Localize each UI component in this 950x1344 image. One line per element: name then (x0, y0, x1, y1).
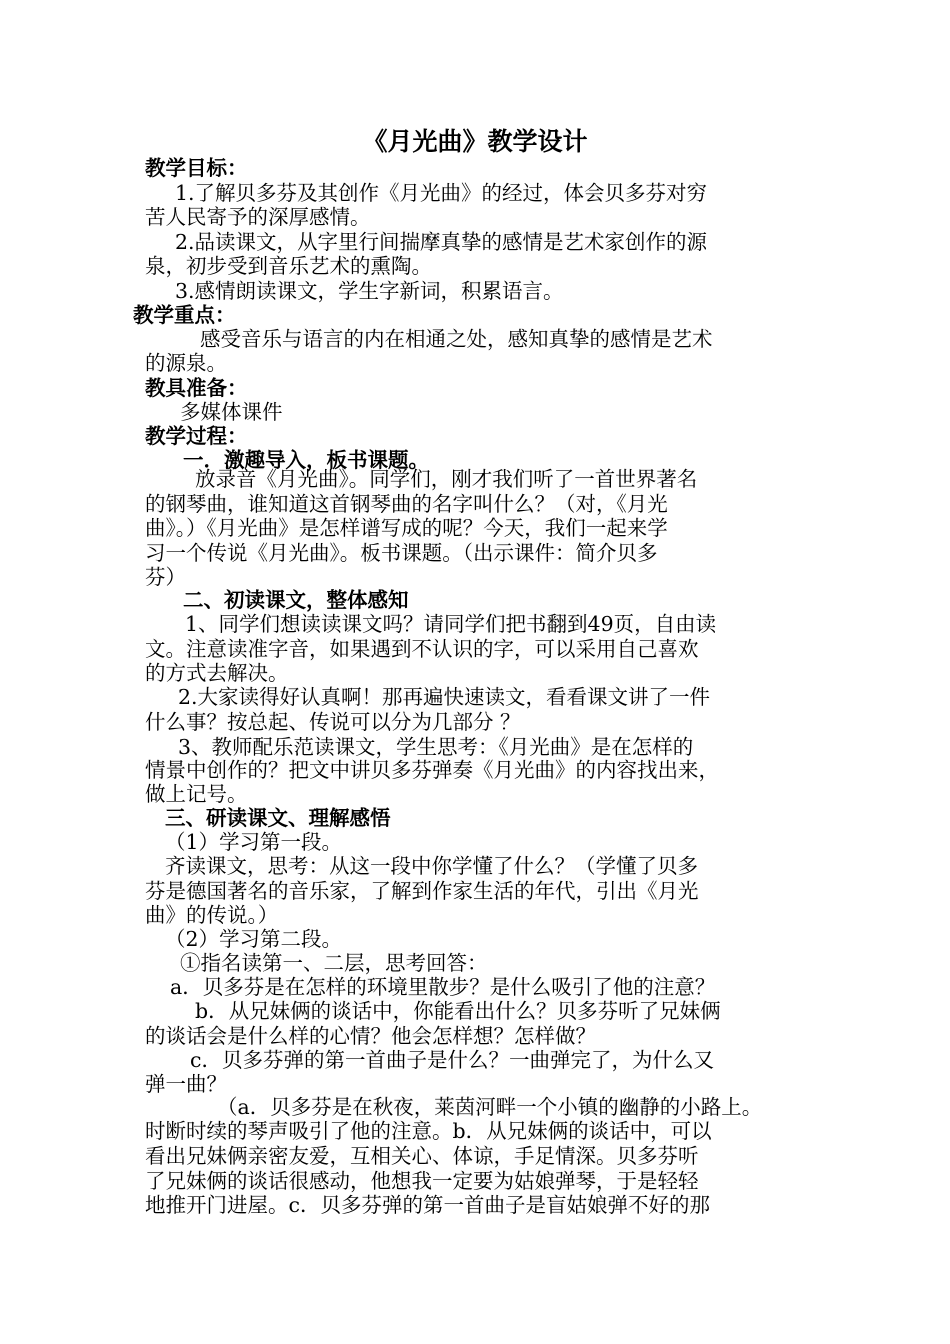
text-line: （1）学习第一段。 (165, 830, 343, 854)
text-line: 了兄妹俩的谈话很感动，他想我一定要为姑娘弹琴，于是轻轻 (145, 1169, 699, 1193)
text-line: a．贝多芬是在怎样的环境里散步？是什么吸引了他的注意？ (170, 975, 716, 999)
text-line: 感受音乐与语言的内在相通之处，感知真挚的感情是艺术 (200, 327, 713, 351)
section-heading: 教具准备： (145, 376, 248, 400)
text-line: 情景中创作的？把文中讲贝多芬弹奏《月光曲》的内容找出来， (145, 758, 719, 782)
text-line: c．贝多芬弹的第一首曲子是什么？一曲弹完了，为什么又 (190, 1048, 714, 1072)
section-heading: 教学重点： (133, 303, 236, 327)
text-line: 3、教师配乐范读课文，学生思考：《月光曲》是在怎样的 (178, 735, 694, 759)
text-line: 1.了解贝多芬及其创作《月光曲》的经过，体会贝多芬对穷 (175, 181, 708, 205)
text-line: b．从兄妹俩的谈话中，你能看出什么？贝多芬听了兄妹俩 (195, 999, 721, 1023)
text-line: 什么事？按总起、传说可以分为几部分 ？ (145, 710, 521, 734)
text-line: 芬是德国著名的音乐家，了解到作家生活的年代，引出《月光 (145, 879, 699, 903)
text-line: 1、同学们想读读课文吗？请同学们把书翻到49页，自由读 (185, 612, 717, 636)
text-line: 放录音《月光曲》。同学们，刚才我们听了一首世界著名 (195, 467, 698, 491)
text-line: 泉，初步受到音乐艺术的熏陶。 (145, 254, 432, 278)
text-line: 芬） (145, 565, 186, 589)
text-line: 的钢琴曲，谁知道这首钢琴曲的名字叫什么？（对，《月光 (145, 492, 668, 516)
text-line: （2）学习第二段。 (165, 927, 343, 951)
text-line: 曲》。）《月光曲》是怎样谱写成的呢？今天，我们一起来学 (145, 516, 668, 540)
text-line: 曲》的传说。） (145, 903, 279, 927)
text-line: 时断时续的琴声吸引了他的注意。b．从兄妹俩的谈话中，可以 (145, 1119, 712, 1143)
text-line: 苦人民寄予的深厚感情。 (145, 205, 371, 229)
text-line: ①指名读第一、二层，思考回答： (180, 951, 488, 975)
section-heading: 教学目标： (145, 156, 248, 180)
text-line: 的源泉。 (145, 351, 227, 375)
document-title: 《月光曲》教学设计 (362, 127, 588, 156)
text-line: 弹一曲？ (145, 1072, 227, 1096)
text-line: 习一个传说《月光曲》。板书课题。（出示课件：简介贝多 (145, 541, 658, 565)
text-line: 2.大家读得好认真啊！那再遍快速读文，看看课文讲了一件 (178, 685, 711, 709)
section-heading: 二、初读课文，整体感知 (183, 588, 409, 612)
text-line: 多媒体课件 (180, 400, 283, 424)
text-line: 文。注意读准字音，如果遇到不认识的字，可以采用自己喜欢 (145, 637, 699, 661)
text-line: 看出兄妹俩亲密友爱，互相关心、体谅，手足情深。贝多芬听 (145, 1144, 699, 1168)
text-line: 的方式去解决。 (145, 661, 289, 685)
text-line: 2.品读课文，从字里行间揣摩真挚的感情是艺术家创作的源 (175, 230, 708, 254)
text-line: 齐读课文，思考：从这一段中你学懂了什么？（学懂了贝多 (165, 854, 698, 878)
text-line: 3.感情朗读课文，学生字新词，积累语言。 (175, 279, 564, 303)
section-heading: 教学过程： (145, 424, 248, 448)
text-line: 做上记号。 (145, 782, 248, 806)
text-line: 的谈话会是什么样的心情？他会怎样想？怎样做？ (145, 1024, 596, 1048)
section-heading: 一．激趣导入，板书课题。 (183, 448, 429, 472)
text-line: 地推开门进屋。c．贝多芬弹的第一首曲子是盲姑娘弹不好的那 (145, 1193, 710, 1217)
section-heading: 三、研读课文、理解感悟 (165, 806, 391, 830)
text-line: （a．贝多芬是在秋夜，莱茵河畔一个小镇的幽静的小路上。 (217, 1095, 763, 1119)
